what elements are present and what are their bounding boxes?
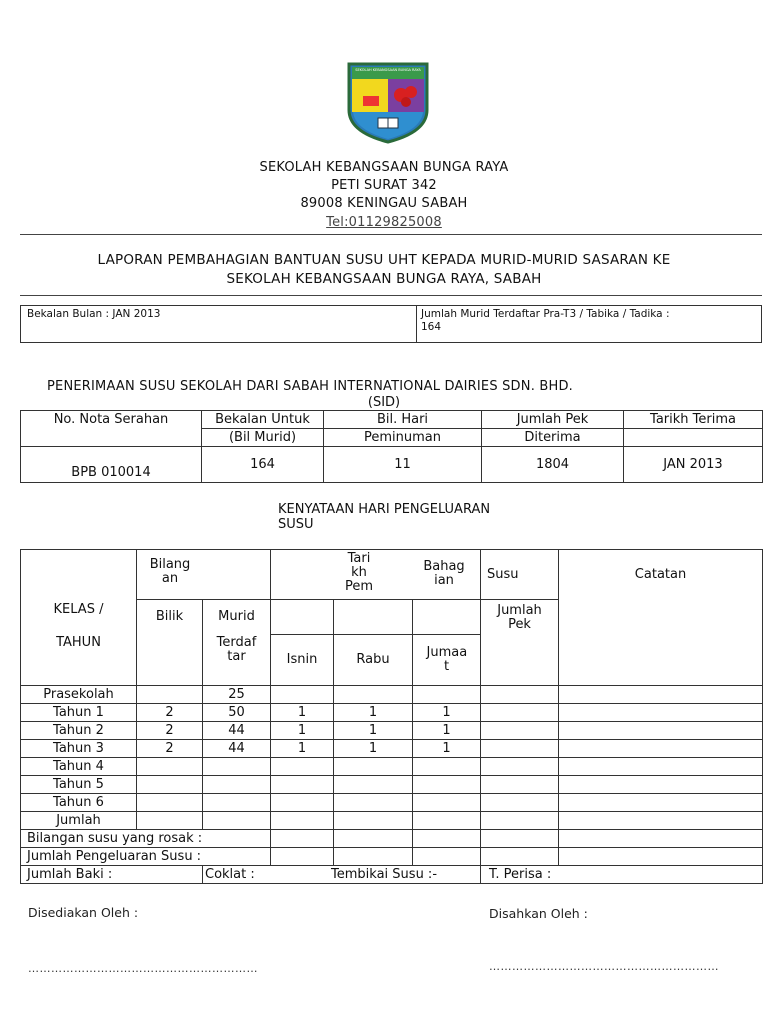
catatan-cell	[559, 740, 763, 758]
address-line-1: PETI SURAT 342	[331, 178, 437, 193]
coklat-label: Coklat :	[205, 866, 255, 882]
rabu-cell	[334, 686, 413, 704]
isnin-cell	[271, 758, 334, 776]
jumaat-cell	[413, 812, 481, 830]
rabu-cell: 1	[334, 740, 413, 758]
pek-cell	[481, 722, 559, 740]
kelas-tahun-header	[21, 550, 137, 686]
catatan-cell	[559, 704, 763, 722]
jumlah-pek-value: 1804	[482, 447, 624, 483]
tarikh-value: JAN 2013	[624, 447, 763, 483]
terdaftar-label: Terdaf tar	[216, 635, 257, 664]
pengeluaran-catatan	[559, 848, 763, 866]
jumaat-cell	[413, 794, 481, 812]
tarikh-label: Tari kh Pem	[344, 551, 374, 594]
isnin-cell: 1	[271, 722, 334, 740]
murid-cell: 25	[203, 686, 271, 704]
bilangan-label: Bilang an	[149, 557, 191, 586]
tahun-label: TAHUN	[56, 635, 101, 650]
info-divider	[416, 306, 417, 342]
isnin-cell	[271, 776, 334, 794]
bilik-header: Bilik	[137, 600, 203, 686]
jumaat-cell: 1	[413, 740, 481, 758]
catatan-header: Catatan	[559, 550, 763, 686]
th-tarikh: Tarikh Terima	[624, 411, 763, 429]
receipt-table	[20, 410, 763, 483]
pek-cell	[481, 794, 559, 812]
bekalan-value: 164	[202, 447, 324, 483]
kelas-cell: Prasekolah	[21, 686, 137, 704]
title-divider	[20, 295, 762, 296]
jumaat-label: Jumaa t	[426, 645, 468, 674]
table-row	[21, 776, 763, 794]
telephone-wrap	[0, 215, 768, 230]
rosak-isnin	[271, 830, 334, 848]
pek-cell	[481, 704, 559, 722]
tarikh-header	[271, 550, 481, 600]
school-logo	[345, 60, 431, 144]
murid-label: Murid	[218, 609, 255, 624]
murid-cell	[203, 776, 271, 794]
bilik-cell	[137, 776, 203, 794]
table-row	[21, 704, 763, 722]
th-nota-sub	[21, 429, 202, 447]
bilik-cell	[137, 686, 203, 704]
pengeluaran-pek	[481, 848, 559, 866]
pengeluaran-jumaat	[413, 848, 481, 866]
susu-header: Susu	[481, 550, 559, 600]
isnin-cell	[271, 794, 334, 812]
empty-isnin-top	[271, 600, 334, 635]
jumaat-cell	[413, 686, 481, 704]
bil-hari-value: 11	[324, 447, 482, 483]
bilik-cell: 2	[137, 704, 203, 722]
th-bekalan: Bekalan Untuk	[202, 411, 324, 429]
bilik-cell	[137, 758, 203, 776]
rosak-jumaat	[413, 830, 481, 848]
th-bil-hari: Bil. Hari	[324, 411, 482, 429]
rosak-catatan	[559, 830, 763, 848]
rabu-cell	[334, 794, 413, 812]
receipt-title-2: (SID)	[367, 395, 401, 410]
murid-header	[203, 600, 271, 686]
rabu-cell	[334, 776, 413, 794]
nota-value: BPB 010014	[21, 447, 202, 483]
jumlah-pek-label: Jumlah Pek	[497, 603, 542, 632]
catatan-cell	[559, 812, 763, 830]
coklat-tembikai-cell	[203, 866, 481, 884]
catatan-cell	[559, 758, 763, 776]
rabu-cell	[334, 758, 413, 776]
catatan-cell	[559, 722, 763, 740]
school-name: SEKOLAH KEBANGSAAN BUNGA RAYA	[259, 160, 509, 175]
disediakan-signature-line: ……………………………………………………	[28, 962, 258, 975]
th-tarikh-sub	[624, 429, 763, 447]
disahkan-label: Disahkan Oleh :	[489, 906, 588, 921]
murid-cell: 44	[203, 740, 271, 758]
isnin-cell: 1	[271, 704, 334, 722]
murid-cell	[203, 812, 271, 830]
pek-cell	[481, 686, 559, 704]
rosak-label: Bilangan susu yang rosak :	[21, 830, 271, 848]
isnin-cell	[271, 686, 334, 704]
pengeluaran-label: Jumlah Pengeluaran Susu :	[21, 848, 271, 866]
pek-cell	[481, 740, 559, 758]
pek-cell	[481, 812, 559, 830]
telephone-link[interactable]: Tel:01129825008	[326, 215, 442, 230]
kelas-cell: Tahun 4	[21, 758, 137, 776]
murid-cell: 44	[203, 722, 271, 740]
empty-rabu-top	[334, 600, 413, 635]
perisa-label: T. Perisa :	[481, 866, 763, 884]
kelas-label: KELAS /	[53, 602, 104, 617]
table-row	[21, 812, 763, 830]
receipt-title-1: PENERIMAAN SUSU SEKOLAH DARI SABAH INTERNATIONAL DAIRIES SDN. BHD.	[47, 379, 573, 394]
pengeluaran-rabu	[334, 848, 413, 866]
table-row	[21, 722, 763, 740]
th-jumlah-pek-sub: Diterima	[482, 429, 624, 447]
jumaat-header	[413, 635, 481, 686]
kelas-cell: Jumlah	[21, 812, 137, 830]
rabu-cell: 1	[334, 704, 413, 722]
rosak-pek	[481, 830, 559, 848]
header-divider	[20, 234, 762, 235]
catatan-cell	[559, 686, 763, 704]
table-row	[21, 686, 763, 704]
rabu-cell	[334, 812, 413, 830]
murid-cell	[203, 758, 271, 776]
bilik-cell: 2	[137, 722, 203, 740]
bilik-cell	[137, 812, 203, 830]
pengeluaran-isnin	[271, 848, 334, 866]
empty-jumaat-top	[413, 600, 481, 635]
rosak-rabu	[334, 830, 413, 848]
kelas-cell: Tahun 3	[21, 740, 137, 758]
th-bil-hari-sub: Peminuman	[324, 429, 482, 447]
baki-label: Jumlah Baki :	[21, 866, 203, 884]
table-row	[21, 740, 763, 758]
jumaat-cell	[413, 776, 481, 794]
logo-text: SEKOLAH KEBANGSAAN BUNGA RAYA	[355, 68, 421, 72]
jumaat-cell	[413, 758, 481, 776]
address-line-2: 89008 KENINGAU SABAH	[300, 196, 468, 211]
rabu-cell: 1	[334, 722, 413, 740]
murid-cell	[203, 794, 271, 812]
kelas-cell: Tahun 1	[21, 704, 137, 722]
disahkan-signature-line: ……………………………………………………	[489, 960, 719, 973]
jumaat-cell: 1	[413, 722, 481, 740]
pek-cell	[481, 776, 559, 794]
isnin-header: Isnin	[271, 635, 334, 686]
jumlah-pek-header	[481, 600, 559, 686]
jumaat-cell: 1	[413, 704, 481, 722]
table-row	[21, 794, 763, 812]
th-nota: No. Nota Serahan	[21, 411, 202, 429]
bilik-cell	[137, 794, 203, 812]
disediakan-label: Disediakan Oleh :	[28, 905, 139, 920]
report-title-line-2: SEKOLAH KEBANGSAAN BUNGA RAYA, SABAH	[226, 271, 542, 287]
isnin-cell	[271, 812, 334, 830]
report-title-line-1: LAPORAN PEMBAHAGIAN BANTUAN SUSU UHT KEPADA MURID-MURID SASARAN KE	[97, 252, 671, 268]
kelas-cell: Tahun 2	[21, 722, 137, 740]
statement-title-1: KENYATAAN HARI PENGELUARAN	[278, 502, 491, 517]
th-bekalan-sub: (Bil Murid)	[202, 429, 324, 447]
bahagian-label: Bahag ian	[423, 559, 465, 588]
tembikai-label: Tembikai Susu :-	[331, 866, 438, 882]
bilangan-header	[137, 550, 271, 600]
kelas-cell: Tahun 6	[21, 794, 137, 812]
statement-table	[20, 549, 763, 884]
catatan-cell	[559, 794, 763, 812]
statement-title-2: SUSU	[278, 517, 314, 532]
kelas-cell: Tahun 5	[21, 776, 137, 794]
rabu-header: Rabu	[334, 635, 413, 686]
info-box	[20, 305, 762, 343]
bilik-cell: 2	[137, 740, 203, 758]
pek-cell	[481, 758, 559, 776]
jumlah-murid-value: 164	[421, 321, 442, 333]
jumlah-murid-label: Jumlah Murid Terdaftar Pra-T3 / Tabika / Tadika :	[421, 308, 670, 320]
th-jumlah-pek: Jumlah Pek	[482, 411, 624, 429]
table-row	[21, 758, 763, 776]
catatan-cell	[559, 776, 763, 794]
isnin-cell: 1	[271, 740, 334, 758]
murid-cell: 50	[203, 704, 271, 722]
bekalan-bulan: Bekalan Bulan : JAN 2013	[27, 308, 161, 320]
